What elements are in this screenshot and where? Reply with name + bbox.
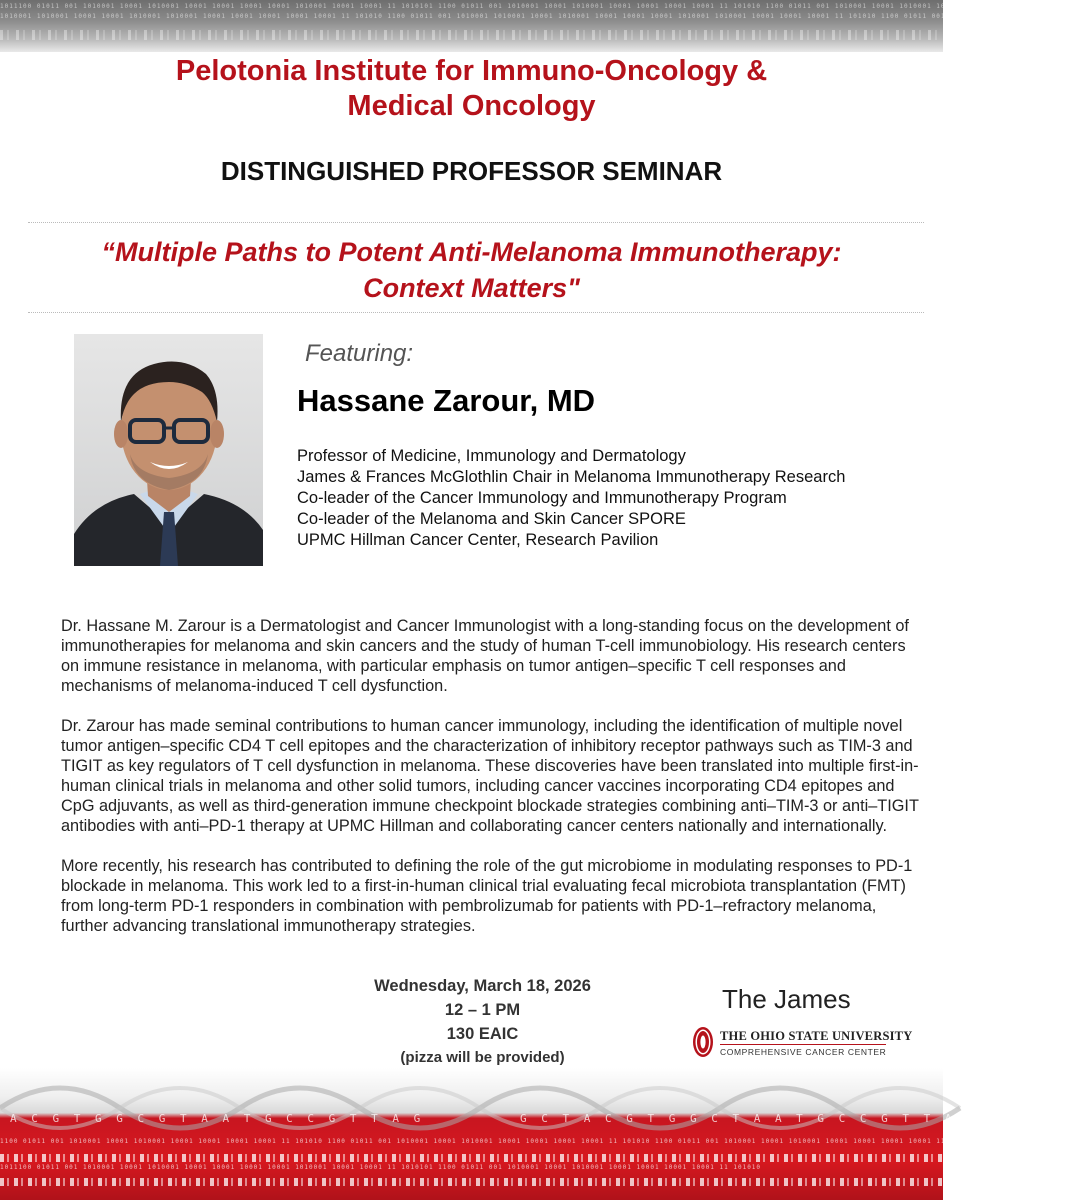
top-banner [0, 0, 1089, 52]
institute-title-line-2: Medical Oncology [347, 90, 596, 122]
speaker-bio [61, 616, 921, 956]
bio-paragraph: Dr. Hassane M. Zarour is a Dermatologist and Cancer Immunologist with a long-standing focus on the development of immunotherapies for melanoma and skin cancers and the study of human T-cell immunobiology. His research centers on immune resistance in melanoma, with particular emphasis on tumor antigen–specific T cell responses and mechanisms of melanoma-induced T cell dysfunction. [61, 617, 909, 695]
talk-title [0, 234, 943, 306]
speaker-role: Co-leader of the Melanoma and Skin Cancer SPORE [297, 510, 686, 528]
seminar-type-heading: DISTINGUISHED PROFESSOR SEMINAR [220, 156, 723, 186]
speaker-role: Professor of Medicine, Immunology and Dermatology [297, 447, 686, 465]
bottom-banner-barcode-marks [0, 1154, 943, 1162]
speaker-role: UPMC Hillman Cancer Center, Research Pavilion [297, 531, 659, 549]
featuring-label: Featuring: [305, 340, 414, 367]
the-james-logo-text: The James [722, 984, 851, 1014]
dna-sequence-right: G C T A C G T G G C T A A T G C C G T T A G [520, 1112, 977, 1125]
top-banner-barcode-marks [0, 30, 943, 40]
bottom-banner-binary-row-lower: 1011100 01011 001 1010001 10001 1010001 10001 10001 10001 10001 1010001 10001 10001 11 1010101 1100 01011 001 1010001 10001 1010001 10001 10001 10001 10001 11 101010 [0, 1164, 762, 1171]
speaker-roles-list [297, 446, 937, 551]
speaker-role: Co-leader of the Cancer Immunology and Immunotherapy Program [297, 489, 787, 507]
bottom-banner-barcode-marks-lower [0, 1178, 943, 1186]
speaker-name: Hassane Zarour, MD [297, 383, 596, 418]
bottom-banner [0, 1068, 1084, 1200]
talk-title-line-2: Context Matters" [363, 273, 580, 303]
institute-title [0, 54, 943, 124]
event-details [340, 974, 625, 1070]
osu-subtitle: COMPREHENSIVE CANCER CENTER [720, 1044, 886, 1057]
osu-cancer-center-logo [692, 1026, 913, 1060]
speaker-photo [74, 334, 263, 566]
talk-title-line-1: “Multiple Paths to Potent Anti-Melanoma Immunotherapy: [101, 237, 842, 267]
speaker-role: James & Frances McGlothlin Chair in Melanoma Immunotherapy Research [297, 468, 846, 486]
divider-top [28, 222, 924, 223]
bio-paragraph: More recently, his research has contributed to defining the role of the gut microbiome in modulating responses to PD-1 blockade in melanoma. This work led to a first-in-human clinical trial evaluating fecal microbiota transplantation (FMT) from long-term PD-1 responders in combination with pembrolizumab for patients with PD-1–refractory melanoma, further advancing translational immunotherapy strategies. [61, 857, 913, 935]
block-o-icon [692, 1026, 714, 1058]
top-banner-binary-row-1: 1011100 01011 001 1010001 10001 1010001 10001 10001 10001 10001 1010001 10001 10001 11 1010101 1100 01011 001 1010001 10001 1010001 10001 10001 10001 10001 11 101010 1100 01011 001 1010001 10001 1010001 10001 10001 10001 10001 11 101010 [0, 3, 1089, 10]
bio-paragraph: Dr. Zarour has made seminal contributions to human cancer immunology, including the identification of multiple novel tumor antigen–specific CD4 T cell epitopes and the characterization of inhibitory receptor pathways such as TIM-3 and TIGIT as key regulators of T cell dysfunction in melanoma. These discoveries have been translated into multiple first-in-human clinical trials in melanoma and other solid tumors, including cancer vaccines incorporating CD4 epitopes and CpG adjuvants, as well as third-generation immune checkpoint blockade strategies combining anti–TIM-3 or anti–TIGIT antibodies with anti–PD-1 therapy at UPMC Hillman and collaborating cancer centers nationally and internationally. [61, 717, 919, 835]
divider-bottom [28, 312, 924, 313]
event-date: Wednesday, March 18, 2026 [374, 977, 591, 995]
event-note: (pizza will be provided) [400, 1049, 565, 1066]
event-room: 130 EAIC [446, 1025, 519, 1043]
bottom-banner-binary-row: 1100 01011 001 1010001 10001 1010001 10001 10001 10001 10001 11 101010 1100 01011 001 1010001 10001 1010001 10001 10001 10001 10001 11 101010 1100 01011 001 1010001 10001 1010001 10001 10001 10001 10001 11 101010 1100 01011 001 1010001 [0, 1138, 1084, 1145]
dna-sequence-left: A C G T G G C G T A A T G C C G T T A G [10, 1112, 425, 1125]
dna-helix-decoration [0, 1068, 943, 1138]
top-banner-binary-row-2: 1010001 1010001 10001 10001 1010001 1010001 10001 10001 10001 10001 10001 11 101010 1100 01011 001 1010001 1010001 10001 1010001 10001 10001 10001 1010001 1010001 10001 10001 10001 11 101010 1100 01011 001 1010001 [0, 13, 983, 20]
osu-name: THE OHIO STATE UNIVERSITY [720, 1029, 913, 1043]
event-time: 12 – 1 PM [444, 1001, 521, 1019]
institute-title-line-1: Pelotonia Institute for Immuno-Oncology & [175, 55, 768, 87]
